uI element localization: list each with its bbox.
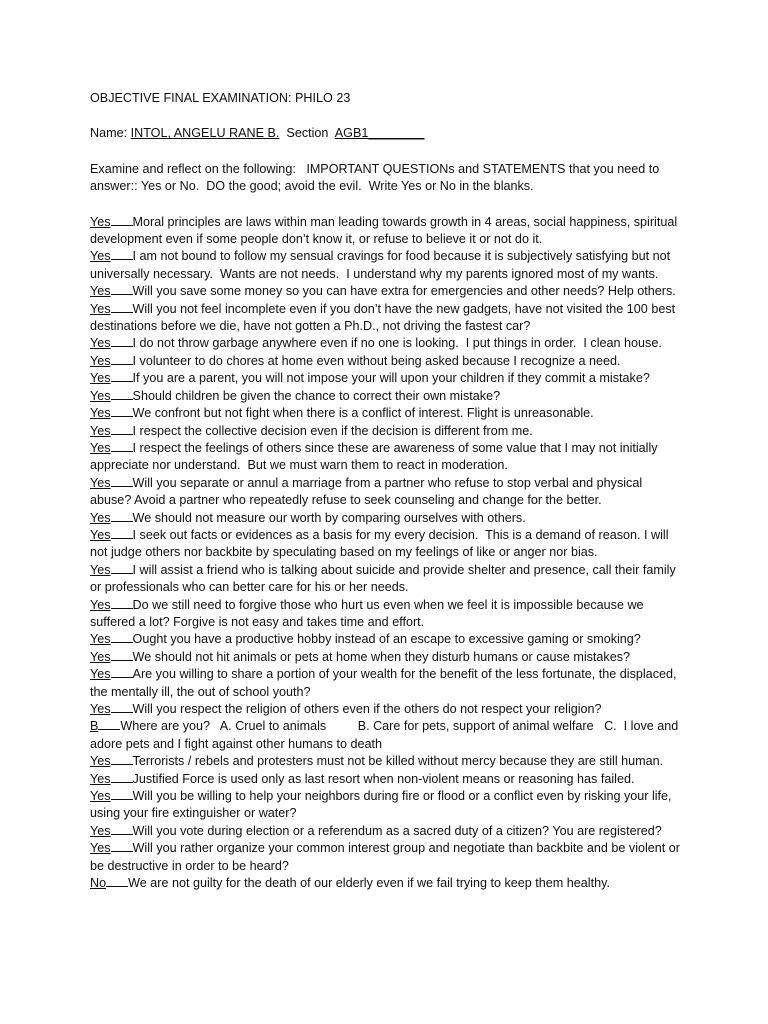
answer-underline bbox=[111, 353, 133, 365]
answer-blank[interactable]: Yes bbox=[90, 353, 111, 368]
answer-underline bbox=[111, 370, 133, 382]
answer-underline bbox=[111, 388, 133, 400]
question-item bbox=[90, 771, 680, 788]
instructions bbox=[90, 161, 680, 196]
question-item bbox=[90, 840, 684, 875]
answer-blank[interactable]: Yes bbox=[90, 423, 111, 438]
question-text: Where are you? A. Cruel to animals B. Care for pets, support of animal welfare C. I love and adore pets and I fight against other humans to death bbox=[90, 719, 682, 751]
answer-blank[interactable]: Yes bbox=[90, 841, 111, 856]
section-blank: ________ bbox=[368, 126, 425, 141]
section-code: AGB1 bbox=[334, 126, 369, 141]
question-item bbox=[90, 753, 680, 770]
answer-blank[interactable]: Yes bbox=[90, 406, 111, 421]
question-list bbox=[90, 214, 684, 893]
question-text: Terrorists / rebels and protesters must not be killed without mercy because they are still human. bbox=[132, 754, 664, 769]
answer-underline bbox=[111, 335, 133, 347]
question-item bbox=[90, 666, 680, 701]
answer-underline bbox=[111, 301, 133, 313]
question-text: I volunteer to do chores at home even without being asked because I recognize a need. bbox=[132, 353, 621, 368]
question-item bbox=[90, 388, 680, 405]
instructions-line-1: Examine and reflect on the following: IMPORTANT QUESTIONs and STATEMENTS that you need to bbox=[90, 161, 660, 176]
answer-blank[interactable]: Yes bbox=[90, 667, 111, 682]
answer-blank[interactable]: Yes bbox=[90, 301, 111, 316]
answer-underline bbox=[111, 214, 133, 226]
exam-page bbox=[90, 90, 684, 892]
question-text: I am not bound to follow my sensual cravings for food because it is subjectively satisfying but not universally necessary. Wants are not needs. I understand why my parents ignored most of my wants. bbox=[90, 249, 674, 281]
question-text: I seek out facts or evidences as a basis for my every decision. This is a demand of reason. I will not judge others nor backbite by speculating based on my feelings of like or anger nor bias. bbox=[90, 527, 672, 560]
question-item bbox=[90, 631, 680, 648]
question-text: We should not measure our worth by comparing ourselves with others. bbox=[132, 510, 526, 525]
question-text: Are you willing to share a portion of your wealth for the benefit of the less fortunate, the displaced, the mentally ill, the out of school youth? bbox=[90, 667, 680, 699]
answer-blank[interactable]: Yes bbox=[90, 440, 111, 455]
question-item bbox=[90, 248, 680, 283]
question-item bbox=[90, 527, 680, 562]
section-label: Section bbox=[279, 126, 335, 141]
name-section-line bbox=[90, 125, 680, 142]
question-text: Will you not feel incomplete even if you don’t have the new gadgets, have not visited the 100 best destinations before we die, have not gotten a Ph.D., not driving the fastest car? bbox=[90, 301, 679, 334]
question-text: Justified Force is used only as last resort when non-violent means or reasoning has failed. bbox=[132, 771, 635, 786]
answer-underline bbox=[111, 423, 133, 435]
question-text: Moral principles are laws within man leading towards growth in 4 areas, social happiness, spiritual development even if some people don’t know it, or refuse to believe it or not do it. bbox=[90, 214, 681, 247]
question-text: I respect the collective decision even if the decision is different from me. bbox=[132, 423, 533, 438]
answer-blank[interactable]: Yes bbox=[90, 336, 111, 351]
answer-underline bbox=[111, 701, 133, 713]
answer-underline bbox=[111, 283, 133, 295]
answer-blank[interactable]: Yes bbox=[90, 823, 111, 838]
name-label: Name: bbox=[90, 126, 131, 141]
answer-underline bbox=[111, 631, 133, 643]
answer-underline bbox=[111, 475, 133, 487]
answer-underline bbox=[106, 875, 128, 887]
question-item bbox=[90, 475, 680, 510]
answer-blank[interactable]: Yes bbox=[90, 597, 111, 612]
answer-underline bbox=[111, 527, 133, 539]
question-item bbox=[90, 370, 680, 387]
answer-underline bbox=[111, 666, 133, 678]
question-text: I will assist a friend who is talking about suicide and provide shelter and presence, call their family or professionals who can better care for his or her needs. bbox=[90, 562, 680, 595]
question-item bbox=[90, 875, 680, 892]
question-text: Will you separate or annul a marriage from a partner who refuse to stop verbal and physical abuse? Avoid a partner who repeatedly refuse to seek counseling and change for the better. bbox=[90, 475, 646, 508]
answer-blank[interactable]: Yes bbox=[90, 475, 111, 490]
question-text: We are not guilty for the death of our elderly even if we fail trying to keep them healthy. bbox=[128, 876, 610, 891]
instructions-line-2: answer:: Yes or No. DO the good; avoid the evil. Write Yes or No in the blanks. bbox=[90, 179, 534, 194]
answer-underline bbox=[111, 510, 133, 522]
answer-underline bbox=[111, 440, 133, 452]
answer-blank[interactable]: Yes bbox=[90, 371, 111, 386]
answer-blank[interactable]: Yes bbox=[90, 388, 111, 403]
question-text: Will you respect the religion of others even if the others do not respect your religion? bbox=[132, 702, 602, 716]
answer-blank[interactable]: Yes bbox=[90, 702, 111, 716]
answer-underline bbox=[111, 753, 133, 765]
question-item bbox=[90, 823, 680, 840]
answer-blank[interactable]: Yes bbox=[90, 649, 111, 664]
answer-blank[interactable]: Yes bbox=[90, 632, 111, 647]
question-item bbox=[90, 405, 680, 422]
answer-blank[interactable]: Yes bbox=[90, 789, 111, 804]
question-item bbox=[90, 301, 680, 336]
question-item bbox=[90, 440, 680, 475]
answer-blank[interactable]: No bbox=[90, 876, 107, 891]
question-text: We should not hit animals or pets at home when they disturb humans or cause mistakes? bbox=[132, 649, 631, 664]
question-text: If you are a parent, you will not impose your will upon your children if they commit a mistake? bbox=[132, 371, 650, 386]
question-item bbox=[90, 718, 680, 753]
answer-underline bbox=[111, 788, 133, 800]
answer-underline bbox=[111, 840, 133, 852]
question-item bbox=[90, 597, 680, 632]
student-name: INTOL, ANGELU RANE B. bbox=[130, 126, 280, 141]
answer-blank[interactable]: B bbox=[90, 719, 99, 734]
answer-underline bbox=[111, 649, 133, 661]
question-item bbox=[90, 423, 680, 440]
answer-blank[interactable]: Yes bbox=[90, 510, 111, 525]
question-text: Do we still need to forgive those who hurt us even when we feel it is impossible because we suffered a lot? Forgive is not easy and takes time and effort. bbox=[90, 597, 648, 629]
answer-underline bbox=[111, 771, 133, 783]
answer-blank[interactable]: Yes bbox=[90, 562, 111, 577]
question-item bbox=[90, 562, 680, 597]
question-text: Ought you have a productive hobby instead of an escape to excessive gaming or smoking? bbox=[132, 632, 641, 647]
question-text: Will you vote during election or a referendum as a sacred duty of a citizen? You are registered? bbox=[132, 823, 662, 838]
answer-underline bbox=[111, 823, 133, 835]
question-item bbox=[90, 283, 680, 300]
section-value bbox=[335, 126, 425, 140]
answer-blank[interactable]: Yes bbox=[90, 249, 111, 264]
question-item bbox=[90, 353, 680, 370]
question-item bbox=[90, 214, 680, 249]
answer-underline bbox=[98, 718, 120, 730]
question-item bbox=[90, 701, 680, 718]
answer-underline bbox=[111, 405, 133, 417]
question-text: I do not throw garbage anywhere even if no one is looking. I put things in order. I clean house. bbox=[132, 336, 662, 351]
exam-title: OBJECTIVE FINAL EXAMINATION: PHILO 23 bbox=[90, 91, 351, 105]
question-text: Will you be willing to help your neighbors during fire or flood or a conflict even by risking your life, using your fire extinguisher or water? bbox=[90, 789, 676, 821]
question-item bbox=[90, 788, 680, 823]
answer-underline bbox=[111, 562, 133, 574]
question-text: Will you save some money so you can have extra for emergencies and other needs? Help others. bbox=[132, 284, 676, 299]
question-text: I respect the feelings of others since these are awareness of some value that I may not initially appreciate nor understand. But we must warn them to react in moderation. bbox=[90, 440, 662, 473]
question-text: Will you rather organize your common interest group and negotiate than backbite and be violent or be destructive in order to be heard? bbox=[90, 841, 684, 873]
answer-underline bbox=[111, 248, 133, 260]
question-item bbox=[90, 335, 680, 352]
question-text: Should children be given the chance to correct their own mistake? bbox=[132, 388, 501, 403]
answer-blank[interactable]: Yes bbox=[90, 284, 111, 299]
answer-blank[interactable]: Yes bbox=[90, 527, 111, 542]
question-item bbox=[90, 510, 680, 527]
answer-blank[interactable]: Yes bbox=[90, 771, 111, 786]
answer-blank[interactable]: Yes bbox=[90, 214, 111, 229]
answer-underline bbox=[111, 597, 133, 609]
question-text: We confront but not fight when there is a conflict of interest. Flight is unreasonable. bbox=[132, 406, 594, 421]
answer-blank[interactable]: Yes bbox=[90, 754, 111, 769]
question-item bbox=[90, 649, 680, 666]
